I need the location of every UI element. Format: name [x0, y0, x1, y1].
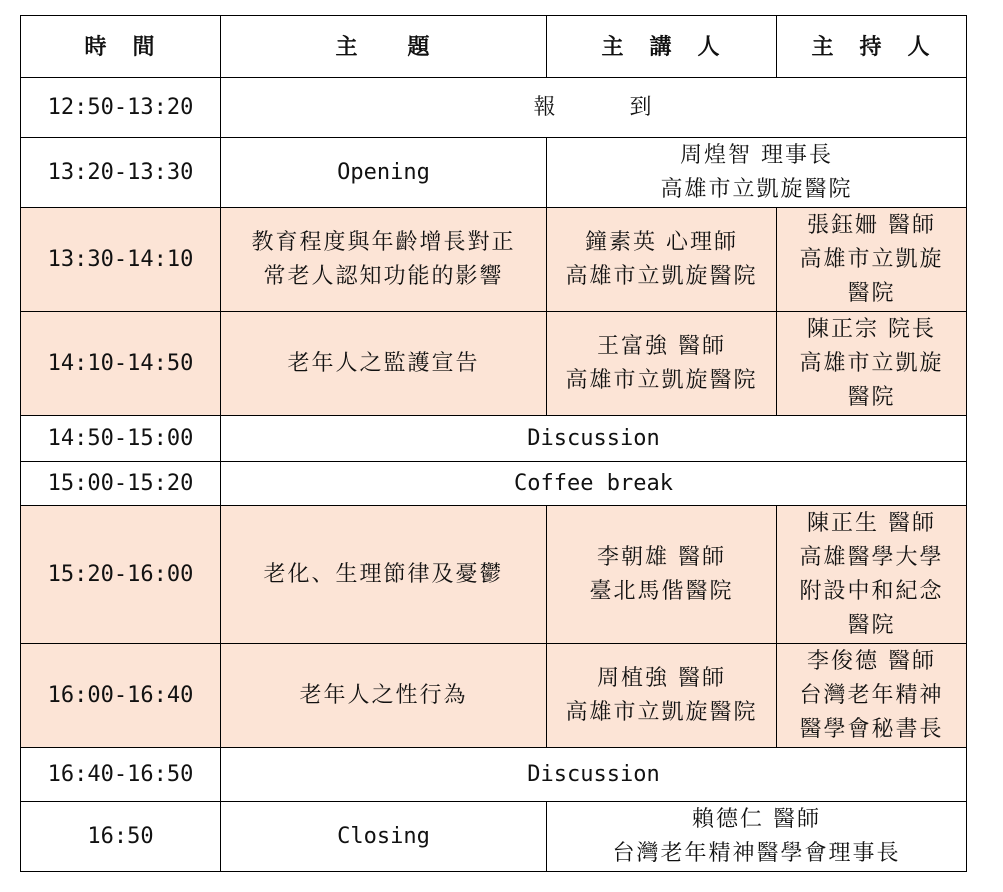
header-row [21, 16, 967, 78]
table-row [21, 416, 967, 462]
speaker-cell [547, 506, 777, 644]
table-row [21, 748, 967, 802]
speaker-affiliation: 高雄市立凱旋醫院 [565, 367, 758, 393]
moderator-line: 陳正宗 院長 [807, 316, 936, 342]
time-cell: 16:00-16:40 [21, 644, 221, 748]
speaker-affiliation: 臺北馬偕醫院 [589, 578, 734, 604]
header-topic: 主 題 [221, 16, 547, 78]
topic-cell: 老化、生理節律及憂鬱 [221, 506, 547, 644]
speaker-cell [547, 644, 777, 748]
table-row [21, 644, 967, 748]
moderator-line: 李俊德 醫師 [807, 648, 936, 674]
moderator-cell [777, 506, 967, 644]
moderator-line: 張鈺姍 醫師 [807, 212, 936, 238]
table-row [21, 802, 967, 872]
topic-cell: Closing [221, 802, 547, 872]
moderator-cell [777, 644, 967, 748]
moderator-line: 高雄市立凱旋 [799, 350, 944, 376]
speaker-cell [547, 312, 777, 416]
table-row [21, 312, 967, 416]
moderator-line: 醫院 [847, 384, 896, 410]
header-time: 時 間 [21, 16, 221, 78]
speaker-name: 李朝雄 醫師 [597, 544, 726, 570]
moderator-cell [777, 208, 967, 312]
moderator-line: 高雄醫學大學 [799, 544, 944, 570]
time-cell: 13:30-14:10 [21, 208, 221, 312]
time-cell: 12:50-13:20 [21, 78, 221, 138]
time-cell: 16:50 [21, 802, 221, 872]
moderator-line: 醫院 [847, 280, 896, 306]
span-cell: Coffee break [221, 462, 967, 506]
topic-cell: Opening [221, 138, 547, 208]
speaker-cell [547, 802, 967, 872]
topic-cell: 老年人之監護宣告 [221, 312, 547, 416]
topic-line: 常老人認知功能的影響 [263, 263, 504, 289]
speaker-name: 周植強 醫師 [597, 665, 726, 691]
moderator-cell [777, 312, 967, 416]
agenda-table [20, 15, 967, 872]
topic-line: 教育程度與年齡增長對正 [251, 229, 516, 255]
speaker-affiliation: 台灣老年精神醫學會理事長 [612, 840, 901, 866]
speaker-name: 周煌智 理事長 [680, 142, 833, 168]
speaker-affiliation: 高雄市立凱旋醫院 [565, 263, 758, 289]
speaker-affiliation: 高雄市立凱旋醫院 [565, 699, 758, 725]
time-cell: 15:00-15:20 [21, 462, 221, 506]
speaker-name: 鐘素英 心理師 [585, 229, 738, 255]
speaker-name: 賴德仁 醫師 [692, 806, 821, 832]
topic-cell: 老年人之性行為 [221, 644, 547, 748]
moderator-line: 醫學會秘書長 [799, 716, 944, 742]
table-row [21, 506, 967, 644]
table-row [21, 138, 967, 208]
span-cell: 報 到 [221, 78, 967, 138]
header-moderator: 主 持 人 [777, 16, 967, 78]
time-cell: 15:20-16:00 [21, 506, 221, 644]
span-cell: Discussion [221, 416, 967, 462]
topic-cell [221, 208, 547, 312]
moderator-line: 高雄市立凱旋 [799, 246, 944, 272]
time-cell: 16:40-16:50 [21, 748, 221, 802]
speaker-cell [547, 138, 967, 208]
header-speaker: 主 講 人 [547, 16, 777, 78]
speaker-cell [547, 208, 777, 312]
speaker-affiliation: 高雄市立凱旋醫院 [660, 176, 853, 202]
time-cell: 14:50-15:00 [21, 416, 221, 462]
time-cell: 14:10-14:50 [21, 312, 221, 416]
moderator-line: 附設中和紀念 [799, 578, 944, 604]
speaker-name: 王富強 醫師 [597, 333, 726, 359]
moderator-line: 台灣老年精神 [799, 682, 944, 708]
span-cell: Discussion [221, 748, 967, 802]
table-row [21, 208, 967, 312]
table-row [21, 78, 967, 138]
moderator-line: 醫院 [847, 612, 896, 638]
time-cell: 13:20-13:30 [21, 138, 221, 208]
moderator-line: 陳正生 醫師 [807, 510, 936, 536]
table-row [21, 462, 967, 506]
